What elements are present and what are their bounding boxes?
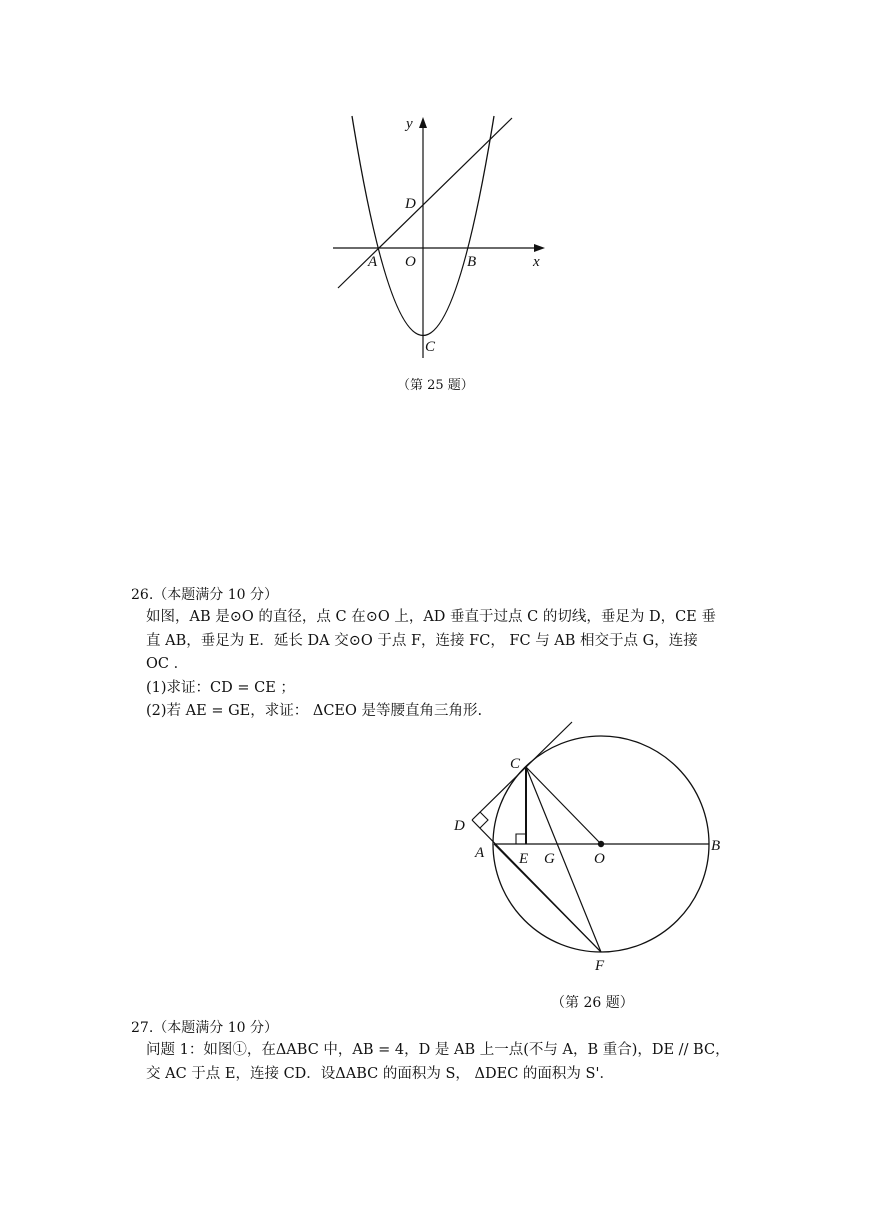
label-O: O: [405, 254, 416, 270]
q26-line-4: (1)求证：CD = CE ；: [146, 679, 295, 696]
label-B: B: [711, 838, 721, 854]
label-y: y: [406, 116, 413, 132]
q26-line-2: 直 AB，垂足为 E．延长 DA 交⊙O 于点 F，连接 FC， FC 与 AB 相交于点 G，连接: [146, 632, 698, 649]
tangent-line: [472, 722, 572, 820]
q26-line-1: 如图，AB 是⊙O 的直径，点 C 在⊙O 上，AD 垂直于过点 C 的切线，垂足为 D，CE 垂: [146, 609, 716, 625]
x-axis-arrow: [534, 244, 545, 252]
q26-heading: 26.（本题满分 10 分）: [131, 587, 278, 603]
right-angle-E: [516, 834, 526, 844]
label-A: A: [475, 845, 485, 861]
q27-heading: 27.（本题满分 10 分）: [131, 1020, 278, 1036]
q26-body: [146, 606, 716, 724]
label-D: D: [405, 196, 416, 212]
label-C: C: [425, 339, 436, 355]
segment-CF: [526, 767, 601, 952]
q27-line-1: 问题 1：如图①，在ΔABC 中，AB = 4，D 是 AB 上一点(不与 A，B 重合)，DE // BC，: [146, 1042, 730, 1058]
label-C: C: [510, 756, 521, 772]
figure-26: [440, 715, 740, 985]
y-axis-arrow: [419, 117, 427, 128]
q26-line-5: (2)若 AE = GE，求证： ΔCEO 是等腰直角三角形.: [146, 703, 483, 719]
center-dot: [598, 841, 604, 847]
segment-CO: [526, 767, 601, 844]
figure-25-caption: （第 25 题）: [397, 378, 474, 393]
right-angle-D: [480, 812, 488, 828]
label-B: B: [467, 254, 477, 270]
label-O: O: [594, 851, 605, 867]
label-x: x: [533, 254, 540, 270]
figure-25: [320, 100, 560, 370]
q26-line-3: OC ．: [146, 656, 189, 672]
label-E: E: [519, 851, 529, 867]
label-G: G: [544, 851, 555, 867]
line-AD: [338, 118, 512, 288]
figure-26-caption: （第 26 题）: [551, 995, 634, 1011]
label-D: D: [454, 818, 465, 834]
q27-body: [146, 1039, 730, 1086]
label-F: F: [595, 958, 605, 974]
label-A: A: [368, 254, 378, 270]
q27-line-2: 交 AC 于点 E，连接 CD．设ΔABC 的面积为 S， ΔDEC 的面积为 S'．: [146, 1065, 614, 1082]
